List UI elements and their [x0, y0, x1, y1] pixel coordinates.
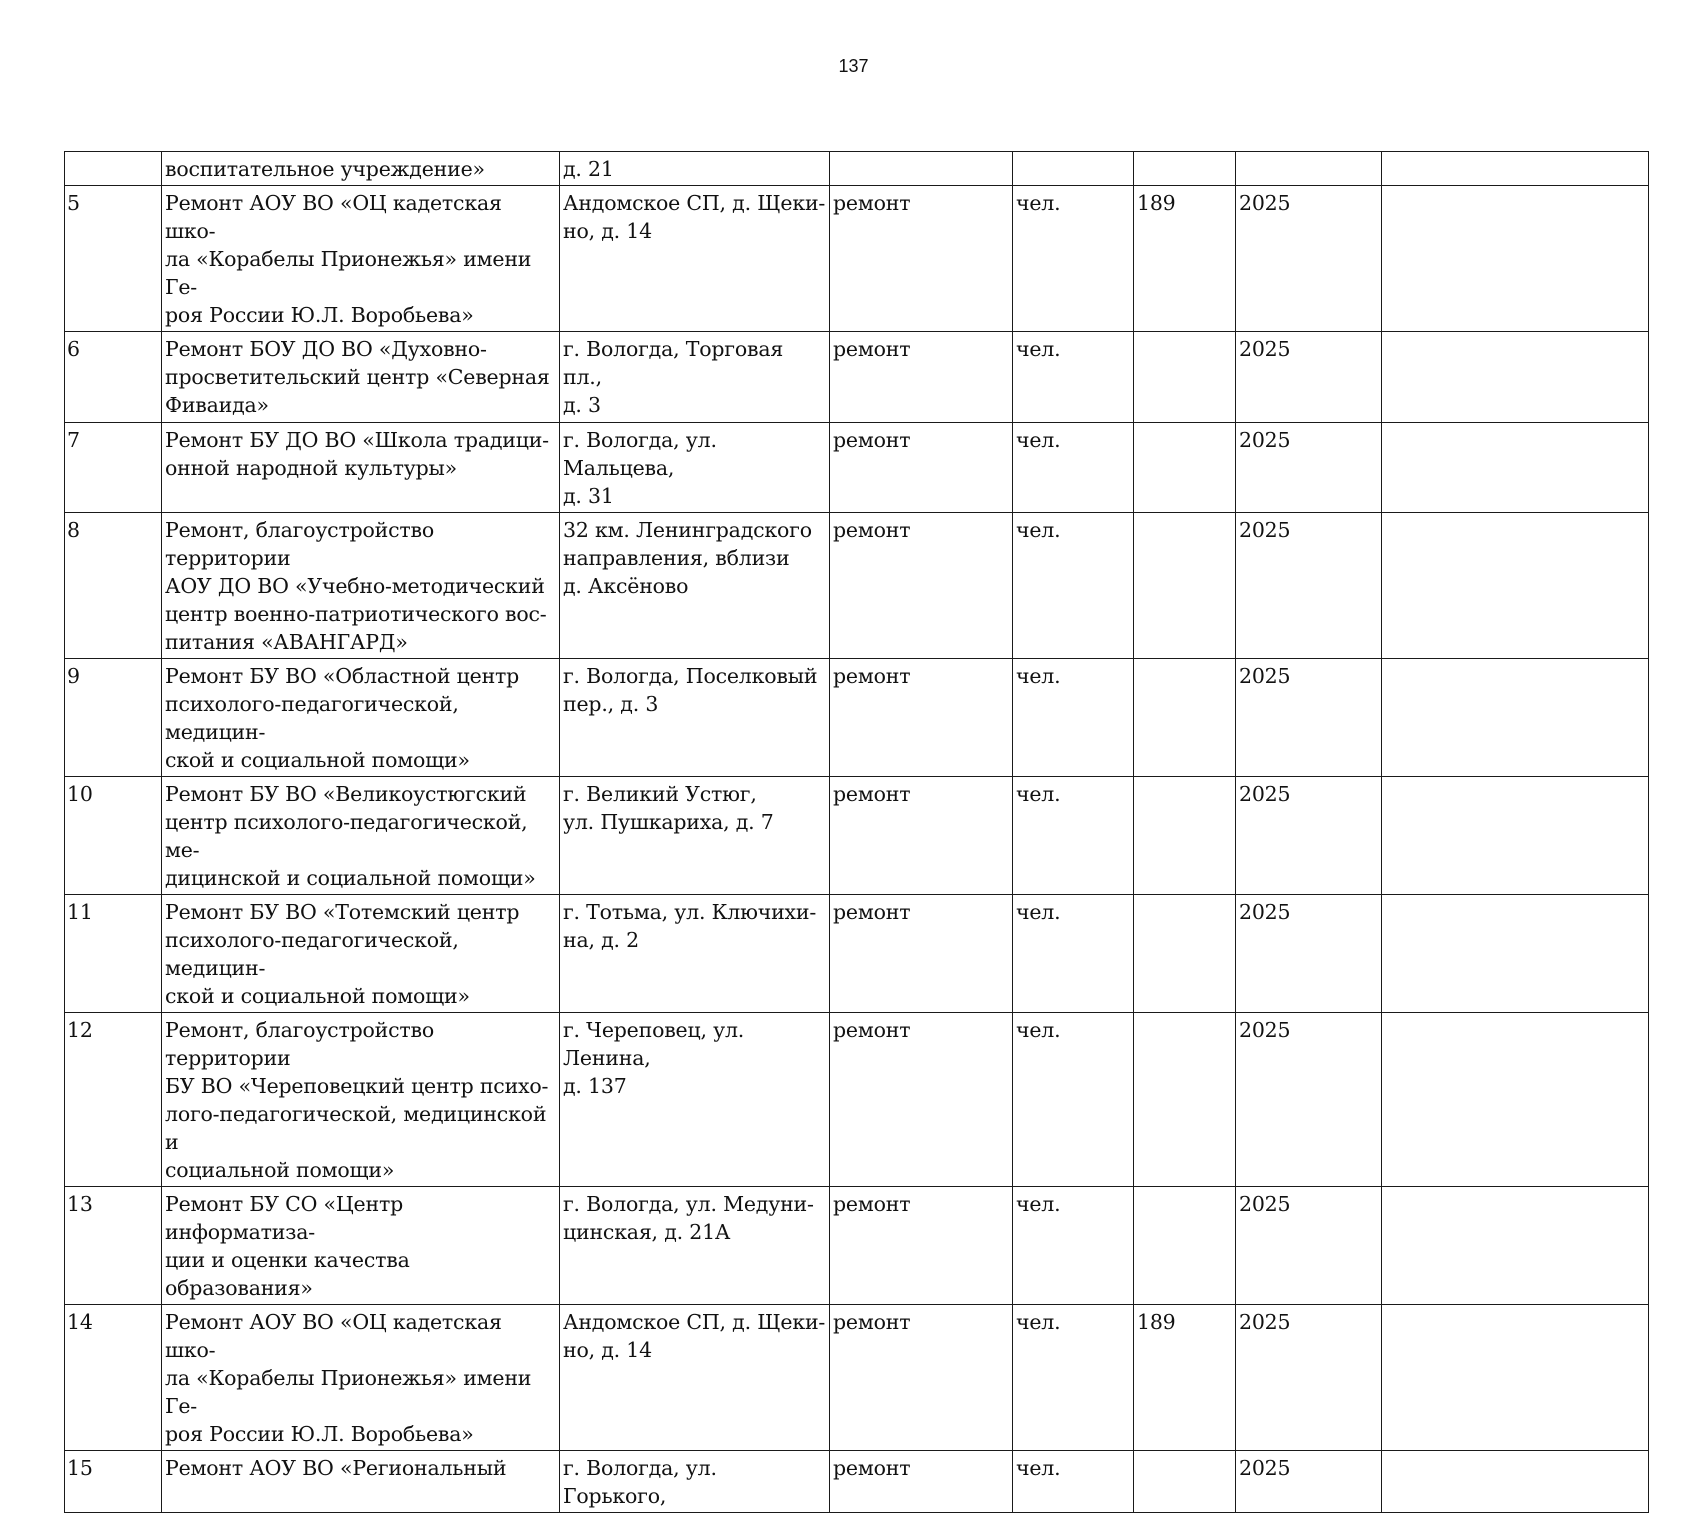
quantity-cell [1134, 152, 1236, 186]
unit-cell-text: чел. [1016, 1018, 1061, 1042]
address-cell-text: д. 21 [563, 157, 614, 181]
quantity-cell [1134, 777, 1236, 895]
year-cell-text: 2025 [1239, 428, 1291, 452]
address-cell [560, 777, 830, 895]
row-number-cell [65, 332, 162, 423]
object-name-cell-text: Ремонт БУ ВО «Великоустюгский центр психолого-педагогической, ме- дицинской и социальной помощи» [165, 782, 536, 890]
note-cell [1382, 423, 1649, 513]
row-number-cell [65, 1305, 162, 1451]
unit-cell-text: чел. [1016, 191, 1061, 215]
row-number-cell [65, 1013, 162, 1187]
table-row [65, 895, 1649, 1013]
work-type-cell-text: ремонт [833, 1456, 911, 1480]
table-row [65, 423, 1649, 513]
table-body [65, 152, 1649, 1513]
row-number-cell [65, 186, 162, 332]
quantity-cell [1134, 1013, 1236, 1187]
year-cell-text: 2025 [1239, 900, 1291, 924]
row-number-cell-text: 8 [67, 518, 80, 542]
year-cell [1236, 777, 1382, 895]
unit-cell [1013, 186, 1134, 332]
row-number-cell-text: 10 [67, 782, 93, 806]
work-type-cell-text: ремонт [833, 191, 911, 215]
quantity-cell [1134, 513, 1236, 659]
note-cell [1382, 513, 1649, 659]
quantity-cell [1134, 659, 1236, 777]
quantity-cell [1134, 423, 1236, 513]
work-type-cell-text: ремонт [833, 1192, 911, 1216]
year-cell [1236, 1013, 1382, 1187]
quantity-cell [1134, 895, 1236, 1013]
row-number-cell-text: 14 [67, 1310, 93, 1334]
address-cell-text: г. Вологда, ул. Горького, [563, 1456, 717, 1508]
work-type-cell [830, 423, 1013, 513]
work-type-cell-text: ремонт [833, 518, 911, 542]
object-name-cell-text: Ремонт, благоустройство территории БУ ВО «Череповецкий центр психо- лого-педагогической, медицинской и социальной помощи» [165, 1018, 549, 1182]
address-cell [560, 423, 830, 513]
year-cell [1236, 513, 1382, 659]
work-type-cell [830, 1187, 1013, 1305]
unit-cell [1013, 895, 1134, 1013]
address-cell [560, 152, 830, 186]
unit-cell-text: чел. [1016, 337, 1061, 361]
year-cell-text: 2025 [1239, 337, 1291, 361]
quantity-cell [1134, 332, 1236, 423]
object-name-cell [162, 659, 560, 777]
table-row [65, 1187, 1649, 1305]
year-cell-text: 2025 [1239, 664, 1291, 688]
unit-cell [1013, 1187, 1134, 1305]
work-type-cell [830, 777, 1013, 895]
year-cell [1236, 895, 1382, 1013]
address-cell-text: 32 км. Ленинградского направления, вблизи д. Аксёново [563, 518, 812, 598]
address-cell-text: Андомское СП, д. Щеки- но, д. 14 [563, 191, 826, 243]
note-cell [1382, 332, 1649, 423]
object-name-cell-text: Ремонт БОУ ДО ВО «Духовно- просветительский центр «Северная Фиваида» [165, 337, 550, 417]
table-row [65, 186, 1649, 332]
work-type-cell-text: ремонт [833, 900, 911, 924]
object-name-cell-text: Ремонт БУ ДО ВО «Школа традици- онной народной культуры» [165, 428, 549, 480]
year-cell [1236, 659, 1382, 777]
address-cell-text: г. Вологда, Торговая пл., д. 3 [563, 337, 784, 417]
work-type-cell [830, 1451, 1013, 1513]
row-number-cell-text: 7 [67, 428, 80, 452]
address-cell-text: г. Вологда, ул. Медуни- цинская, д. 21А [563, 1192, 814, 1244]
row-number-cell-text: 13 [67, 1192, 93, 1216]
object-name-cell [162, 1187, 560, 1305]
row-number-cell-text: 15 [67, 1456, 93, 1480]
work-type-cell-text: ремонт [833, 428, 911, 452]
address-cell [560, 659, 830, 777]
work-type-cell [830, 895, 1013, 1013]
object-name-cell-text: Ремонт БУ ВО «Областной центр психолого-педагогической, медицин- ской и социальной помощи» [165, 664, 520, 772]
unit-cell-text: чел. [1016, 518, 1061, 542]
year-cell [1236, 186, 1382, 332]
quantity-cell [1134, 1451, 1236, 1513]
object-name-cell [162, 777, 560, 895]
row-number-cell-text: 9 [67, 664, 80, 688]
table-row [65, 1305, 1649, 1451]
object-name-cell-text: Ремонт, благоустройство территории АОУ ДО ВО «Учебно-методический центр военно-патриотического вос- питания «АВАНГАРД» [165, 518, 547, 654]
work-type-cell [830, 1013, 1013, 1187]
object-name-cell [162, 332, 560, 423]
unit-cell [1013, 513, 1134, 659]
year-cell-text: 2025 [1239, 518, 1291, 542]
unit-cell [1013, 1451, 1134, 1513]
object-name-cell [162, 186, 560, 332]
table-row [65, 332, 1649, 423]
note-cell [1382, 186, 1649, 332]
row-number-cell [65, 513, 162, 659]
unit-cell-text: чел. [1016, 900, 1061, 924]
quantity-cell-text: 189 [1137, 191, 1176, 215]
row-number-cell [65, 1451, 162, 1513]
unit-cell [1013, 659, 1134, 777]
year-cell-text: 2025 [1239, 1018, 1291, 1042]
page-number: 137 [838, 56, 869, 76]
table-row [65, 152, 1649, 186]
year-cell-text: 2025 [1239, 782, 1291, 806]
work-type-cell [830, 513, 1013, 659]
note-cell [1382, 152, 1649, 186]
object-name-cell-text: воспитательное учреждение» [165, 157, 485, 181]
year-cell [1236, 152, 1382, 186]
unit-cell [1013, 332, 1134, 423]
year-cell-text: 2025 [1239, 1192, 1291, 1216]
year-cell [1236, 1187, 1382, 1305]
unit-cell-text: чел. [1016, 1192, 1061, 1216]
note-cell [1382, 1451, 1649, 1513]
note-cell [1382, 1013, 1649, 1187]
object-name-cell-text: Ремонт АОУ ВО «ОЦ кадетская шко- ла «Корабелы Прионежья» имени Ге- роя России Ю.Л. Воробьева» [165, 191, 532, 327]
year-cell-text: 2025 [1239, 1310, 1291, 1334]
address-cell [560, 1451, 830, 1513]
unit-cell-text: чел. [1016, 428, 1061, 452]
year-cell [1236, 1451, 1382, 1513]
address-cell [560, 332, 830, 423]
table-row [65, 1013, 1649, 1187]
object-name-cell-text: Ремонт БУ СО «Центр информатиза- ции и оценки качества образования» [165, 1192, 410, 1300]
object-name-cell [162, 152, 560, 186]
address-cell [560, 513, 830, 659]
note-cell [1382, 777, 1649, 895]
quantity-cell [1134, 186, 1236, 332]
year-cell-text: 2025 [1239, 191, 1291, 215]
unit-cell [1013, 152, 1134, 186]
object-name-cell-text: Ремонт БУ ВО «Тотемский центр психолого-педагогической, медицин- ской и социальной помощи» [165, 900, 520, 1008]
unit-cell-text: чел. [1016, 1456, 1061, 1480]
data-table [64, 151, 1649, 1513]
table-row [65, 777, 1649, 895]
year-cell-text: 2025 [1239, 1456, 1291, 1480]
address-cell-text: г. Вологда, ул. Мальцева, д. 31 [563, 428, 717, 508]
work-type-cell-text: ремонт [833, 664, 911, 688]
work-type-cell [830, 186, 1013, 332]
address-cell-text: г. Череповец, ул. Ленина, д. 137 [563, 1018, 745, 1098]
address-cell [560, 1013, 830, 1187]
table-row [65, 659, 1649, 777]
unit-cell [1013, 777, 1134, 895]
object-name-cell-text: Ремонт АОУ ВО «ОЦ кадетская шко- ла «Корабелы Прионежья» имени Ге- роя России Ю.Л. Воробьева» [165, 1310, 532, 1446]
work-type-cell [830, 1305, 1013, 1451]
work-type-cell [830, 659, 1013, 777]
object-name-cell [162, 1013, 560, 1187]
unit-cell [1013, 423, 1134, 513]
quantity-cell [1134, 1187, 1236, 1305]
address-cell [560, 186, 830, 332]
table-row [65, 513, 1649, 659]
year-cell [1236, 332, 1382, 423]
note-cell [1382, 1305, 1649, 1451]
row-number-cell-text: 11 [67, 900, 93, 924]
object-name-cell [162, 423, 560, 513]
row-number-cell-text: 6 [67, 337, 80, 361]
work-type-cell-text: ремонт [833, 1018, 911, 1042]
row-number-cell [65, 1187, 162, 1305]
year-cell [1236, 1305, 1382, 1451]
year-cell [1236, 423, 1382, 513]
row-number-cell [65, 152, 162, 186]
row-number-cell [65, 659, 162, 777]
row-number-cell [65, 777, 162, 895]
address-cell [560, 895, 830, 1013]
row-number-cell [65, 895, 162, 1013]
address-cell [560, 1187, 830, 1305]
address-cell-text: г. Тотьма, ул. Ключихи- на, д. 2 [563, 900, 817, 952]
work-type-cell [830, 152, 1013, 186]
unit-cell [1013, 1305, 1134, 1451]
work-type-cell-text: ремонт [833, 782, 911, 806]
unit-cell-text: чел. [1016, 782, 1061, 806]
row-number-cell [65, 423, 162, 513]
note-cell [1382, 1187, 1649, 1305]
object-name-cell [162, 1305, 560, 1451]
row-number-cell-text: 12 [67, 1018, 93, 1042]
note-cell [1382, 895, 1649, 1013]
address-cell [560, 1305, 830, 1451]
unit-cell-text: чел. [1016, 664, 1061, 688]
address-cell-text: г. Вологда, Поселковый пер., д. 3 [563, 664, 818, 716]
row-number-cell-text: 5 [67, 191, 80, 215]
work-type-cell [830, 332, 1013, 423]
object-name-cell [162, 895, 560, 1013]
object-name-cell-text: Ремонт АОУ ВО «Региональный [165, 1456, 507, 1480]
unit-cell-text: чел. [1016, 1310, 1061, 1334]
quantity-cell [1134, 1305, 1236, 1451]
object-name-cell [162, 513, 560, 659]
table-row [65, 1451, 1649, 1513]
address-cell-text: Андомское СП, д. Щеки- но, д. 14 [563, 1310, 826, 1362]
quantity-cell-text: 189 [1137, 1310, 1176, 1334]
object-name-cell [162, 1451, 560, 1513]
work-type-cell-text: ремонт [833, 337, 911, 361]
unit-cell [1013, 1013, 1134, 1187]
address-cell-text: г. Великий Устюг, ул. Пушкариха, д. 7 [563, 782, 774, 834]
note-cell [1382, 659, 1649, 777]
work-type-cell-text: ремонт [833, 1310, 911, 1334]
